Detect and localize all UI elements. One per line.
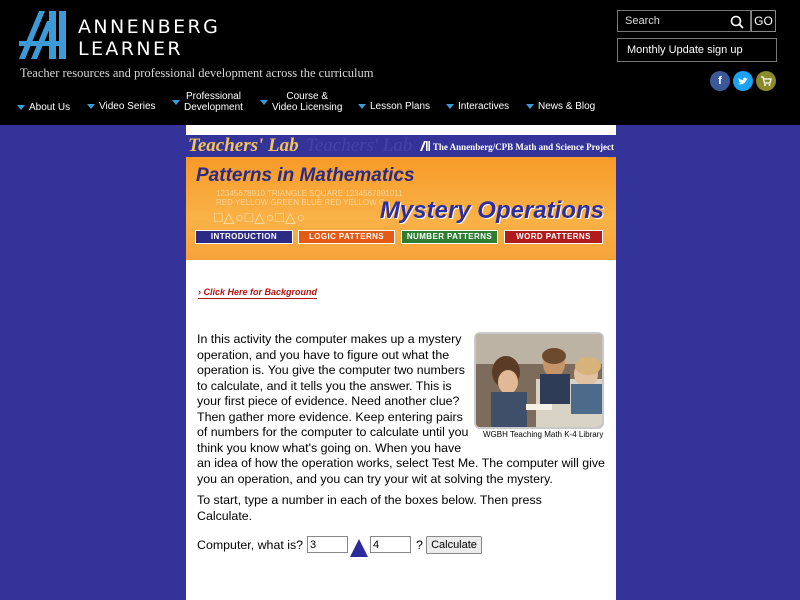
mystery-operations-title: Mystery Operations [379,197,604,224]
twitter-icon[interactable] [733,71,753,91]
banner-background-text [216,189,403,207]
brand-name[interactable] [78,16,220,60]
patterns-banner [186,157,616,260]
cart-icon[interactable] [756,71,776,91]
nav-course-video-licensing[interactable] [260,91,342,113]
tab-word-patterns[interactable]: WORD PATTERNS [504,230,603,244]
teachers-lab-watermark: Teachers' Lab [306,135,413,156]
teachers-lab-header [186,135,616,157]
chevron-down-icon [358,104,366,109]
go-button[interactable]: GO [751,10,776,32]
intro-paragraph-text: In this activity the computer makes up a mystery operation, and you have to figure out what the operation is. You give the computer two numbers to calculate, and it tells you the answer. This is your first piece of evidence. Need another clue? Then gather more evidence. Keep entering pairs of numbers for the computer to calculate until you think you know what's going on. When you have an idea of how the operation works, select Test Me. The computer will give you an operation, and you can try your wit at solving the mystery. [197,332,605,486]
chevron-down-icon [446,104,454,109]
content-panel [186,125,616,600]
nav-label: Professional Development [184,91,243,113]
project-title-text: The Annenberg/CPB Math and Science Project [432,142,614,152]
nav-professional-development[interactable] [172,91,243,113]
tagline: Teacher resources and professional development across the curriculum [20,66,374,80]
shopping-cart-icon [756,71,776,91]
search-input[interactable] [618,11,726,31]
brand-line-1: ANNENBERG [78,16,221,38]
photo-caption: WGBH Teaching Math K-4 Library [483,430,604,439]
intro-paragraph [197,332,613,487]
question-mark: ? [416,538,423,552]
tab-introduction[interactable]: INTRODUCTION [195,230,293,244]
project-title [420,141,614,152]
twitter-bird-icon [733,71,753,91]
photo-spacer [471,332,613,444]
background-link[interactable]: › Click Here for Background [198,287,318,297]
brand-line-2: LEARNER [78,38,184,60]
nav-about-us[interactable] [17,102,70,113]
mystery-operator-triangle-icon [350,539,368,557]
first-number-input[interactable] [307,536,348,553]
calculator-row [197,536,616,560]
calculator-prompt: Computer, what is? [197,538,304,552]
banner-bg-line-1: 12345678910 TRIANGLE SQUARE 1234567891011 [216,189,403,198]
main-nav [0,90,800,120]
chevron-down-icon [526,104,534,109]
search-icon[interactable] [729,14,745,30]
facebook-icon[interactable]: f [710,71,730,91]
nav-video-series[interactable] [87,101,156,112]
nav-label: News & Blog [538,101,596,112]
calculate-button[interactable]: Calculate [426,536,482,554]
teachers-lab-logo[interactable]: Teachers' Lab [188,135,299,156]
patterns-title: Patterns in Mathematics [196,165,415,186]
annenberg-logo-icon[interactable] [19,11,69,59]
nav-label: Interactives [458,101,510,112]
nav-label: Course & Video Licensing [272,91,343,113]
site-header [0,0,800,125]
monthly-update-button[interactable]: Monthly Update sign up [617,38,777,62]
nav-label: Lesson Plans [370,101,431,112]
nav-news-blog[interactable] [526,101,595,112]
banner-bg-line-2: RED YELLOW GREEN BLUE RED YELLOW G [216,198,386,207]
tab-number-patterns[interactable]: NUMBER PATTERNS [401,230,498,244]
chevron-down-icon [260,100,268,105]
tab-logic-patterns[interactable]: LOGIC PATTERNS [298,230,395,244]
chevron-down-icon [87,104,95,109]
banner-shapes: □△○□△○□△○ [214,209,307,225]
search-box [617,10,751,32]
nav-label: About Us [29,102,71,113]
chevron-down-icon [172,100,180,105]
chevron-down-icon [17,105,25,110]
nav-lesson-plans[interactable] [358,101,430,112]
annenberg-mark-icon [420,141,430,151]
second-number-input[interactable] [370,536,411,553]
nav-interactives[interactable] [446,101,509,112]
instructions-paragraph: To start, type a number in each of the boxes below. Then press Calculate. [197,493,542,523]
nav-label: Video Series [99,101,156,112]
